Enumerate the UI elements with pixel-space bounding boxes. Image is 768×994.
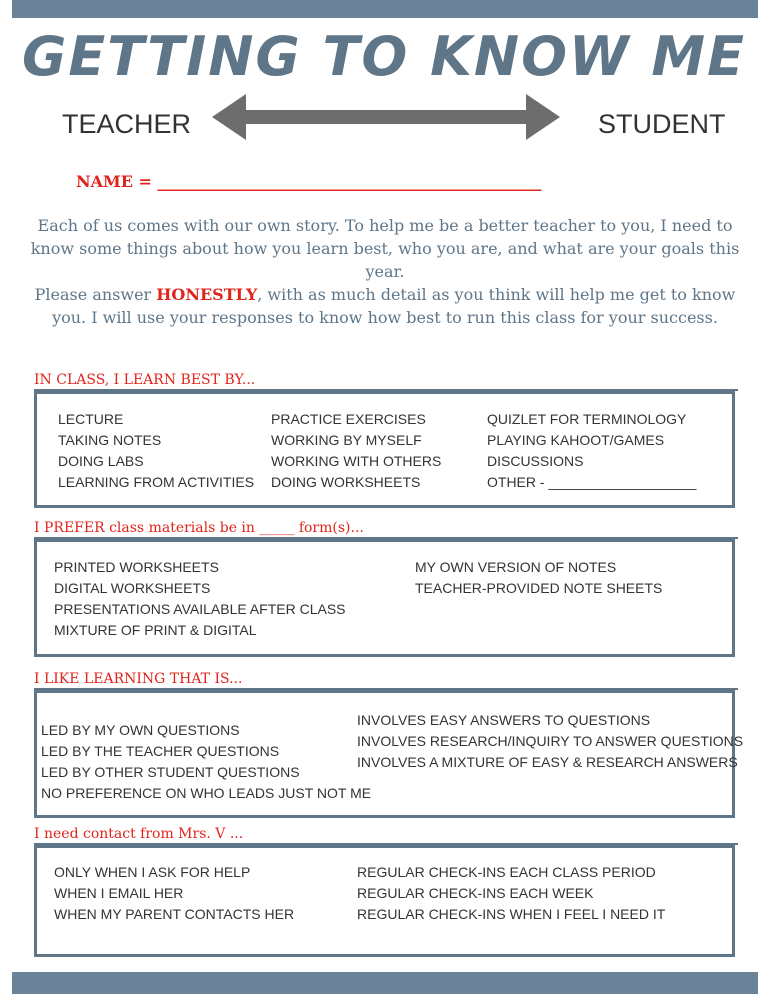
option-item[interactable]: INVOLVES RESEARCH/INQUIRY TO ANSWER QUESTIONS — [357, 733, 744, 749]
option-item[interactable]: DOING WORKSHEETS — [271, 474, 421, 490]
learning-style-col-1 — [41, 720, 371, 804]
learn-best-col-1 — [58, 409, 254, 493]
contact-col-1 — [54, 862, 294, 925]
option-item[interactable]: REGULAR CHECK-INS EACH CLASS PERIOD — [357, 864, 656, 880]
option-item[interactable]: MIXTURE OF PRINT & DIGITAL — [54, 622, 257, 638]
option-item[interactable]: LED BY THE TEACHER QUESTIONS — [41, 743, 280, 759]
materials-col-1 — [54, 557, 346, 641]
learn-best-col-2 — [271, 409, 441, 493]
option-item[interactable]: PRINTED WORKSHEETS — [54, 559, 219, 575]
learning-style-col-2 — [357, 710, 743, 773]
double-arrow-icon — [212, 94, 560, 140]
option-item[interactable]: INVOLVES EASY ANSWERS TO QUESTIONS — [357, 712, 651, 728]
option-item[interactable]: LEARNING FROM ACTIVITIES — [58, 474, 255, 490]
option-item[interactable]: LECTURE — [58, 411, 124, 427]
option-item[interactable]: INVOLVES A MIXTURE OF EASY & RESEARCH ANSWERS — [357, 754, 738, 770]
learn-best-col-3 — [487, 409, 696, 493]
intro-text — [30, 214, 740, 329]
option-item[interactable]: DIGITAL WORKSHEETS — [54, 580, 211, 596]
option-item[interactable]: WHEN I EMAIL HER — [54, 885, 184, 901]
option-item[interactable]: WORKING WITH OTHERS — [271, 453, 442, 469]
option-item[interactable]: QUIZLET FOR TERMINOLOGY — [487, 411, 687, 427]
option-item[interactable]: TEACHER-PROVIDED NOTE SHEETS — [415, 580, 663, 596]
name-field[interactable]: NAME = ________________________________________________ — [76, 172, 542, 191]
page-title: GETTING TO KNOW ME — [22, 25, 746, 88]
materials-col-2 — [415, 557, 662, 599]
top-bar — [12, 0, 758, 18]
student-label: STUDENT — [598, 109, 726, 139]
option-item[interactable]: NO PREFERENCE ON WHO LEADS JUST NOT ME — [41, 785, 372, 801]
learn-best-box — [34, 391, 735, 508]
contact-box — [34, 845, 735, 957]
learning-style-box — [34, 690, 744, 818]
option-item[interactable]: TAKING NOTES — [58, 432, 162, 448]
option-item[interactable]: DISCUSSIONS — [487, 453, 584, 469]
option-item[interactable]: WHEN MY PARENT CONTACTS HER — [54, 906, 295, 922]
option-item[interactable]: LED BY MY OWN QUESTIONS — [41, 722, 240, 738]
intro-paragraph-2: Please answer HONESTLY, with as much detail as you think will help me get to know you. I will use your responses to know how best to run this class for your success. — [34, 285, 736, 327]
option-item[interactable]: PLAYING KAHOOT/GAMES — [487, 432, 665, 448]
option-item[interactable]: ONLY WHEN I ASK FOR HELP — [54, 864, 251, 880]
option-item[interactable]: WORKING BY MYSELF — [271, 432, 422, 448]
learn-best-title: IN CLASS, I LEARN BEST BY... — [34, 372, 256, 388]
materials-box — [34, 539, 735, 657]
option-item[interactable]: REGULAR CHECK-INS WHEN I FEEL I NEED IT — [357, 906, 666, 922]
option-item[interactable]: PRACTICE EXERCISES — [271, 411, 426, 427]
option-item[interactable]: MY OWN VERSION OF NOTES — [415, 559, 617, 575]
honestly-emphasis: HONESTLY — [156, 285, 258, 304]
bottom-bar — [12, 972, 758, 994]
option-item[interactable]: PRESENTATIONS AVAILABLE AFTER CLASS — [54, 601, 346, 617]
materials-title: I PREFER class materials be in _____ form(s)... — [34, 520, 364, 536]
option-item[interactable]: DOING LABS — [58, 453, 144, 469]
other-option[interactable]: OTHER - ___________________ — [487, 474, 697, 490]
learning-style-title: I LIKE LEARNING THAT IS... — [34, 671, 243, 687]
option-item[interactable]: LED BY OTHER STUDENT QUESTIONS — [41, 764, 300, 780]
option-item[interactable]: REGULAR CHECK-INS EACH WEEK — [357, 885, 594, 901]
intro-paragraph-1: Each of us comes with our own story. To help me be a better teacher to you, I need to know some things about how you learn best, who you are, and what are your goals this year. — [30, 216, 740, 281]
contact-title: I need contact from Mrs. V ... — [34, 826, 244, 842]
contact-col-2 — [357, 862, 665, 925]
teacher-label: TEACHER — [62, 109, 192, 139]
